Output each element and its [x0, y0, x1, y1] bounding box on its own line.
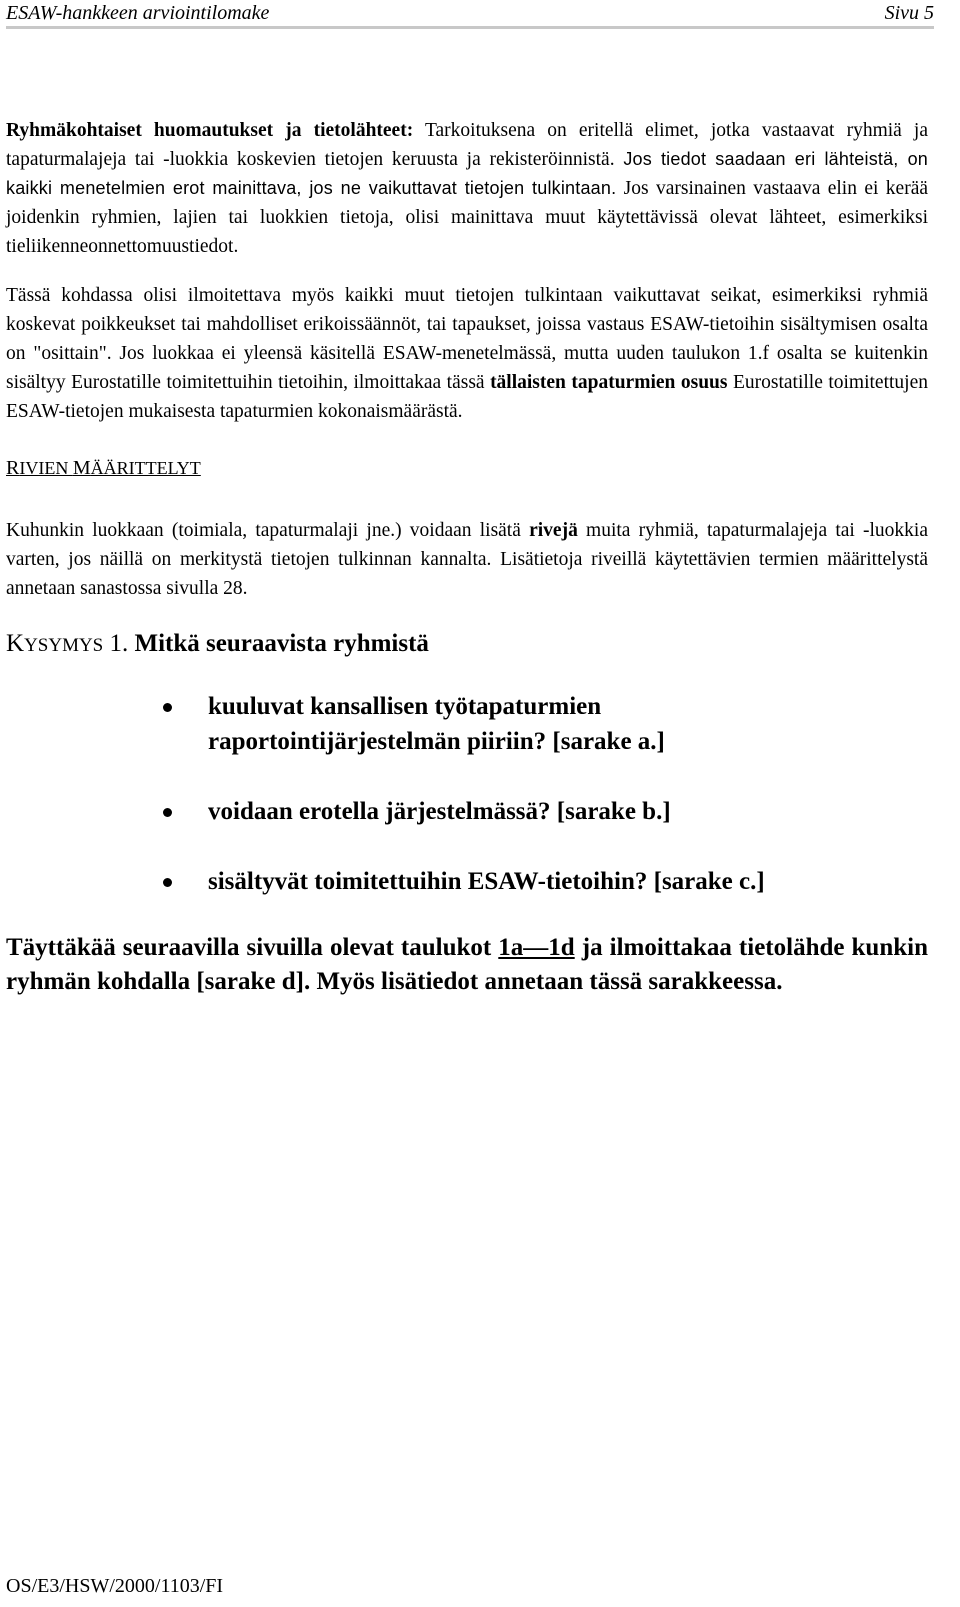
table-range-reference: 1a—1d — [498, 934, 575, 961]
paragraph-sources — [6, 116, 928, 261]
instruction-paragraph — [6, 931, 928, 999]
page-number: Sivu 5 — [884, 2, 934, 24]
list-item-text: kuuluvat kansallisen työtapaturmien — [208, 693, 602, 720]
paragraph-rows — [6, 516, 928, 603]
heading-text: IVIEN — [19, 458, 73, 478]
heading-initial: R — [6, 457, 20, 479]
list-item — [6, 794, 928, 829]
instruction-text: Täyttäkää seuraavilla sivuilla olevat taulukot — [6, 934, 499, 961]
document-body — [6, 116, 928, 999]
list-item-text: sisältyvät toimitettuihin ESAW-tietoihin? [sarake c.] — [208, 868, 765, 895]
section-heading — [6, 454, 928, 483]
document-code: OS/E3/HSW/2000/1103/FI — [6, 1575, 224, 1597]
question-heading — [6, 629, 928, 661]
paragraph-lead: Ryhmäkohtaiset huomautukset ja tietolähteet: — [6, 120, 414, 141]
paragraph-text: Jos varsinainen vastaava elin ei kerää joidenkin ryhmien, lajien tai luokkien tietoja, olisi mainittava muut käytettävissä olevat lähteet, esimerkiksi tieliikenneonnettomuustiedot. — [6, 178, 928, 257]
question-initial: K — [6, 630, 25, 657]
paragraph-text: Tässä kohdassa olisi ilmoitettava myös kaikki muut tietojen tulkintaan vaikuttavat seikat, esimerkiksi ryhmiä koskevat poikkeukset tai mahdolliset erikoissäännöt, tai tapaukset, joissa vastaus ESAW-tietoihin sisältymisen osalta on "osittain". Jos luokkaa ei yleensä käsitellä ESAW-menetelmässä, mutta uuden taulukon 1.f osalta se kuitenkin sisältyy Eurostatille toimitettuihin tietoihin, ilmoittakaa tässä — [6, 285, 928, 393]
bullet-icon — [163, 808, 172, 817]
paragraph-interpretation — [6, 281, 928, 426]
paragraph-text: Kuhunkin luokkaan (toimiala, tapaturmalaji jne.) voidaan lisätä — [6, 520, 530, 541]
page-header — [6, 0, 934, 29]
list-item — [6, 689, 928, 759]
document-title: ESAW-hankkeen arviointilomake — [6, 2, 270, 24]
paragraph-text: Tarkoituksena on eritellä elimet, jotka vastaavat ryhmiä ja tapaturmalajeja tai -luokkia koskevien tietojen keruusta ja rekisteröinnistä. — [6, 120, 928, 170]
heading-text: ÄÄRITTELYT — [90, 458, 201, 478]
bullet-icon — [163, 878, 172, 887]
list-item-text: raportointijärjestelmän piiriin? [sarake a.] — [208, 728, 665, 755]
question-bullet-list — [6, 689, 928, 899]
list-item-text: voidaan erotella järjestelmässä? [sarake b.] — [208, 798, 671, 825]
paragraph-text-sans: Jos tiedot saadaan eri lähteistä, on kaikki menetelmien erot mainittava, jos ne vaikuttavat tietojen tulkintaan. — [6, 149, 928, 198]
question-label: YSYMYS — [24, 635, 104, 656]
question-text: Mitkä seuraavista ryhmistä — [128, 630, 429, 657]
instruction-text: ja ilmoittakaa tietolähde kunkin ryhmän kohdalla [sarake d]. Myös lisätiedot annetaan tässä sarakkeessa. — [6, 934, 928, 995]
heading-initial: M — [72, 457, 91, 479]
list-item — [6, 864, 928, 899]
paragraph-text: Eurostatille toimitettujen ESAW-tietojen mukaisesta tapaturmien kokonaismäärästä. — [6, 372, 929, 422]
emphasis-text: tällaisten tapaturmien osuus — [490, 372, 728, 393]
emphasis-text: rivejä — [529, 520, 578, 541]
paragraph-text: muita ryhmiä, tapaturmalajeja tai -luokkia varten, jos näillä on merkitystä tietojen tulkinnan kannalta. Lisätietoja riveillä käytettävien termien määrittelystä annetaan sanastossa sivulla 28. — [6, 520, 928, 599]
bullet-icon — [163, 703, 172, 712]
question-number: 1. — [103, 630, 129, 657]
